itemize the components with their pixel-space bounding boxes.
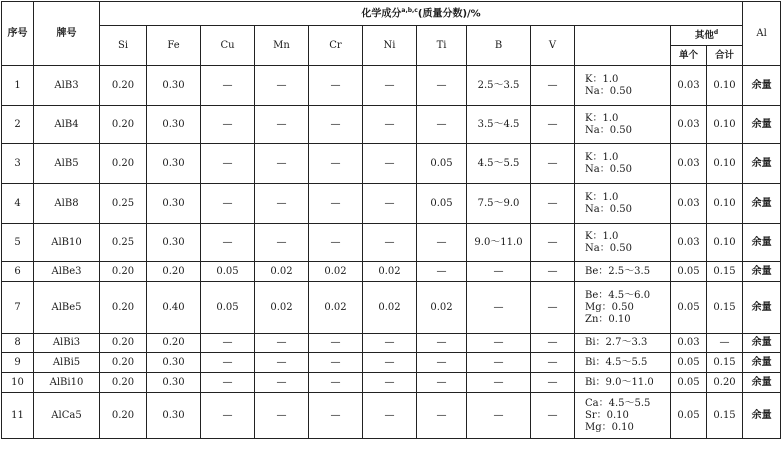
other-element-line: Na：0.50 <box>585 203 632 215</box>
ni-cell: — <box>363 144 417 184</box>
mn-cell: — <box>255 353 309 373</box>
v-cell: — <box>531 282 575 334</box>
seq-cell: 10 <box>2 373 34 393</box>
v-cell: — <box>531 373 575 393</box>
mn-cell: — <box>255 373 309 393</box>
header-al: Al <box>743 2 781 66</box>
ni-cell: — <box>363 184 417 224</box>
v-cell: — <box>531 106 575 144</box>
table-row <box>2 262 781 282</box>
ni-cell: — <box>363 66 417 106</box>
cu-cell: — <box>201 224 255 262</box>
other-cell <box>575 66 671 106</box>
cu-cell: 0.05 <box>201 282 255 334</box>
cr-cell: — <box>309 334 363 353</box>
cu-cell: — <box>201 106 255 144</box>
table-body <box>2 66 781 439</box>
b-cell: 2.5～3.5 <box>467 66 531 106</box>
mn-cell: — <box>255 184 309 224</box>
ti-cell: — <box>417 373 467 393</box>
total-cell: 0.15 <box>707 282 743 334</box>
b-cell: — <box>467 393 531 439</box>
header-total: 合计 <box>707 46 743 66</box>
b-cell: — <box>467 373 531 393</box>
ni-cell: — <box>363 353 417 373</box>
other-cell <box>575 262 671 282</box>
cr-cell: — <box>309 144 363 184</box>
other-cell <box>575 353 671 373</box>
al-cell: 余量 <box>743 184 781 224</box>
other-element-line: Bi：9.0～11.0 <box>585 376 654 388</box>
si-cell: 0.20 <box>100 334 147 353</box>
cu-cell: — <box>201 66 255 106</box>
single-cell: 0.05 <box>671 282 707 334</box>
cr-cell: 0.02 <box>309 262 363 282</box>
grade-cell: AlB10 <box>34 224 100 262</box>
si-cell: 0.20 <box>100 393 147 439</box>
seq-cell: 5 <box>2 224 34 262</box>
grade-cell: AlB4 <box>34 106 100 144</box>
al-cell: 余量 <box>743 224 781 262</box>
ti-cell: — <box>417 353 467 373</box>
ni-cell: — <box>363 224 417 262</box>
single-cell: 0.05 <box>671 373 707 393</box>
v-cell: — <box>531 184 575 224</box>
al-cell: 余量 <box>743 373 781 393</box>
v-cell: — <box>531 262 575 282</box>
al-cell: 余量 <box>743 393 781 439</box>
total-cell: 0.15 <box>707 393 743 439</box>
ti-cell: — <box>417 393 467 439</box>
table-row <box>2 224 781 262</box>
other-cell <box>575 373 671 393</box>
cr-cell: — <box>309 184 363 224</box>
single-cell: 0.03 <box>671 144 707 184</box>
total-cell: 0.10 <box>707 66 743 106</box>
cr-cell: — <box>309 353 363 373</box>
single-cell: 0.03 <box>671 224 707 262</box>
table-row <box>2 184 781 224</box>
other-cell <box>575 224 671 262</box>
table-row <box>2 393 781 439</box>
others-label: 其他 <box>694 30 714 42</box>
other-element-line: Sr：0.10 <box>585 409 629 421</box>
single-cell: 0.05 <box>671 393 707 439</box>
cr-cell: — <box>309 393 363 439</box>
fe-cell: 0.30 <box>147 373 201 393</box>
table-row <box>2 106 781 144</box>
fe-cell: 0.30 <box>147 393 201 439</box>
header-others <box>671 26 743 46</box>
total-cell: 0.10 <box>707 224 743 262</box>
other-element-line: Na：0.50 <box>585 163 632 175</box>
composition-table <box>1 1 781 439</box>
cr-cell: — <box>309 66 363 106</box>
other-element-line: Bi：2.7～3.3 <box>585 337 648 348</box>
fe-cell: 0.30 <box>147 184 201 224</box>
fe-cell: 0.20 <box>147 262 201 282</box>
cr-cell: — <box>309 373 363 393</box>
table-row <box>2 353 781 373</box>
other-element-line: Zn：0.10 <box>585 313 631 325</box>
mn-cell: — <box>255 66 309 106</box>
header-v: V <box>531 26 575 66</box>
other-element-line: Bi：4.5～5.5 <box>585 356 648 368</box>
mn-cell: — <box>255 393 309 439</box>
v-cell: — <box>531 224 575 262</box>
mn-cell: 0.02 <box>255 282 309 334</box>
other-element-line: K：1.0 <box>585 112 619 124</box>
grade-cell: AlCa5 <box>34 393 100 439</box>
fe-cell: 0.30 <box>147 144 201 184</box>
b-cell: — <box>467 334 531 353</box>
cr-cell: — <box>309 106 363 144</box>
b-cell: — <box>467 353 531 373</box>
cu-cell: — <box>201 393 255 439</box>
other-element-line: Be：2.5～3.5 <box>585 265 651 277</box>
header-ti: Ti <box>417 26 467 66</box>
mn-cell: — <box>255 334 309 353</box>
total-cell: 0.10 <box>707 106 743 144</box>
v-cell: — <box>531 353 575 373</box>
grade-cell: AlB5 <box>34 144 100 184</box>
others-footnote: d <box>713 29 719 37</box>
other-element-line: K：1.0 <box>585 191 619 203</box>
single-cell: 0.03 <box>671 66 707 106</box>
chem-title: 化学成分 <box>361 8 402 20</box>
ni-cell: — <box>363 334 417 353</box>
grade-cell: AlBi5 <box>34 353 100 373</box>
grade-cell: AlBi3 <box>34 334 100 353</box>
cr-cell: 0.02 <box>309 282 363 334</box>
other-element-line: Na：0.50 <box>585 85 632 97</box>
cu-cell: — <box>201 184 255 224</box>
grade-cell: AlB8 <box>34 184 100 224</box>
total-cell: 0.15 <box>707 262 743 282</box>
ti-cell: — <box>417 334 467 353</box>
fe-cell: 0.30 <box>147 66 201 106</box>
header-single: 单个 <box>671 46 707 66</box>
si-cell: 0.20 <box>100 144 147 184</box>
b-cell: 3.5～4.5 <box>467 106 531 144</box>
ti-cell: 0.02 <box>417 282 467 334</box>
cu-cell: — <box>201 334 255 353</box>
total-cell: 0.15 <box>707 353 743 373</box>
grade-cell: AlBe5 <box>34 282 100 334</box>
al-cell: 余量 <box>743 262 781 282</box>
mn-cell: — <box>255 144 309 184</box>
total-cell: 0.10 <box>707 184 743 224</box>
other-cell <box>575 184 671 224</box>
single-cell: 0.03 <box>671 184 707 224</box>
seq-cell: 1 <box>2 66 34 106</box>
other-element-line: Ca：4.5～5.5 <box>585 397 651 409</box>
al-cell: 余量 <box>743 106 781 144</box>
other-element-line: Be：4.5～6.0 <box>585 289 651 301</box>
b-cell: 7.5～9.0 <box>467 184 531 224</box>
ni-cell: — <box>363 393 417 439</box>
header-si: Si <box>100 26 147 66</box>
seq-cell: 7 <box>2 282 34 334</box>
other-element-line: K：1.0 <box>585 73 619 85</box>
fe-cell: 0.40 <box>147 282 201 334</box>
al-cell: 余量 <box>743 353 781 373</box>
other-element-line: Na：0.50 <box>585 124 632 136</box>
ti-cell: — <box>417 66 467 106</box>
si-cell: 0.20 <box>100 106 147 144</box>
fe-cell: 0.30 <box>147 353 201 373</box>
table-row <box>2 282 781 334</box>
fe-cell: 0.20 <box>147 334 201 353</box>
al-cell: 余量 <box>743 334 781 353</box>
v-cell: — <box>531 144 575 184</box>
total-cell: 0.10 <box>707 144 743 184</box>
other-element-line: Mg：0.50 <box>585 301 634 313</box>
other-element-line: Mg：0.10 <box>585 421 634 433</box>
mn-cell: 0.02 <box>255 262 309 282</box>
header-blank <box>575 26 671 66</box>
cr-cell: — <box>309 224 363 262</box>
table-row <box>2 334 781 353</box>
header-ni: Ni <box>363 26 417 66</box>
cu-cell: 0.05 <box>201 262 255 282</box>
seq-cell: 3 <box>2 144 34 184</box>
header-cu: Cu <box>201 26 255 66</box>
al-cell: 余量 <box>743 282 781 334</box>
fe-cell: 0.30 <box>147 224 201 262</box>
single-cell: 0.05 <box>671 262 707 282</box>
composition-sheet <box>1 1 772 449</box>
total-cell: — <box>707 334 743 353</box>
header-chemical-composition <box>100 2 743 26</box>
cu-cell: — <box>201 144 255 184</box>
other-cell <box>575 106 671 144</box>
seq-cell: 2 <box>2 106 34 144</box>
al-cell: 余量 <box>743 66 781 106</box>
seq-cell: 9 <box>2 353 34 373</box>
si-cell: 0.20 <box>100 66 147 106</box>
other-cell <box>575 144 671 184</box>
other-element-line: Na：0.50 <box>585 242 632 254</box>
chem-title-footnote: a,b,c <box>401 6 418 14</box>
grade-cell: AlBe3 <box>34 262 100 282</box>
ti-cell: — <box>417 224 467 262</box>
ti-cell: — <box>417 262 467 282</box>
single-cell: 0.03 <box>671 334 707 353</box>
v-cell: — <box>531 334 575 353</box>
other-cell <box>575 334 671 353</box>
chem-title-suffix: (质量分数)/% <box>417 8 481 20</box>
mn-cell: — <box>255 224 309 262</box>
seq-cell: 4 <box>2 184 34 224</box>
cu-cell: — <box>201 373 255 393</box>
ni-cell: — <box>363 106 417 144</box>
header-seq: 序号 <box>2 2 34 66</box>
seq-cell: 11 <box>2 393 34 439</box>
v-cell: — <box>531 66 575 106</box>
fe-cell: 0.30 <box>147 106 201 144</box>
si-cell: 0.20 <box>100 373 147 393</box>
header-row-2 <box>2 26 781 46</box>
total-cell: 0.20 <box>707 373 743 393</box>
b-cell: 9.0～11.0 <box>467 224 531 262</box>
grade-cell: AlB3 <box>34 66 100 106</box>
seq-cell: 6 <box>2 262 34 282</box>
table-row <box>2 373 781 393</box>
single-cell: 0.03 <box>671 106 707 144</box>
table-row <box>2 144 781 184</box>
other-cell <box>575 282 671 334</box>
b-cell: 4.5～5.5 <box>467 144 531 184</box>
other-element-line: K：1.0 <box>585 230 619 242</box>
b-cell: — <box>467 262 531 282</box>
single-cell: 0.05 <box>671 353 707 373</box>
header-grade: 牌号 <box>34 2 100 66</box>
si-cell: 0.25 <box>100 184 147 224</box>
grade-cell: AlBi10 <box>34 373 100 393</box>
si-cell: 0.25 <box>100 224 147 262</box>
al-cell: 余量 <box>743 144 781 184</box>
ti-cell: — <box>417 106 467 144</box>
ti-cell: 0.05 <box>417 144 467 184</box>
mn-cell: — <box>255 106 309 144</box>
v-cell: — <box>531 393 575 439</box>
cu-cell: — <box>201 353 255 373</box>
ni-cell: 0.02 <box>363 262 417 282</box>
b-cell: — <box>467 282 531 334</box>
header-cr: Cr <box>309 26 363 66</box>
header-b: B <box>467 26 531 66</box>
seq-cell: 8 <box>2 334 34 353</box>
table-row <box>2 66 781 106</box>
si-cell: 0.20 <box>100 262 147 282</box>
other-cell <box>575 393 671 439</box>
header-fe: Fe <box>147 26 201 66</box>
si-cell: 0.20 <box>100 282 147 334</box>
ni-cell: — <box>363 373 417 393</box>
si-cell: 0.20 <box>100 353 147 373</box>
ni-cell: 0.02 <box>363 282 417 334</box>
other-element-line: K：1.0 <box>585 151 619 163</box>
ti-cell: 0.05 <box>417 184 467 224</box>
header-mn: Mn <box>255 26 309 66</box>
header-row-1 <box>2 2 781 26</box>
